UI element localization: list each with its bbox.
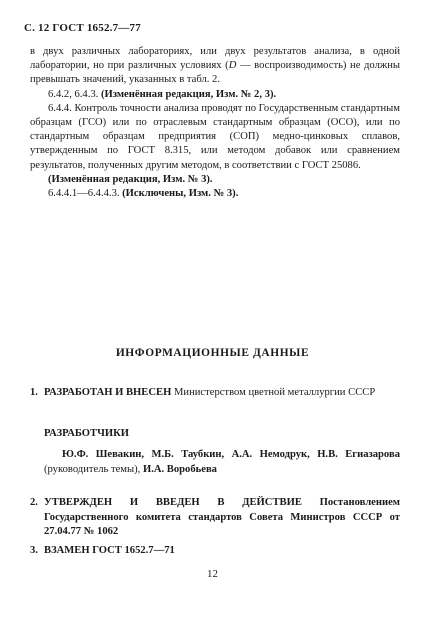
clause-6-4-4: 6.4.4. Контроль точности анализа проводят по Государственным стандартным образцам (ГСО) или по отраслевым стандартным образцам (ОСО), или по стандартным образцам предприятия (СОП) медно-цинковых сплавов, утвержденным по ГОСТ 8.315, или методом добавок или сравнением результатов, полученных другим методом, в соответствии с ГОСТ 25086. (30, 102, 401, 171)
info-item-2: 2. УТВЕРЖДЕН И ВВЕДЕН В ДЕЙСТВИЕ Постановлением Государственного комитета стандартов Совета Министров СССР от 27.04.77 № 1062 (30, 497, 400, 537)
page-number: 12 (207, 568, 218, 580)
continued-paragraph: в двух различных лабораториях, или двух результатов анализа, в одной лаборатории, но при различных условиях (D — воспроизводимость) не должны превышать значений, указанных в табл. 2. (30, 46, 400, 86)
d-symbol: D (228, 60, 237, 72)
edit-note-3: (Изменённая редакция, Изм. № 3). (48, 173, 213, 185)
clause-6-4-2: 6.4.2, 6.4.3. (Изменённая редакция, Изм. № 2, 3). (48, 88, 277, 100)
info-item-1: 1. РАЗРАБОТАН И ВНЕСЕН Министерством цветной металлургии СССР (30, 387, 376, 398)
section-6-4-text (30, 45, 400, 201)
info-item-3: 3. ВЗАМЕН ГОСТ 1652.7—71 (30, 545, 175, 556)
clause-6-4-4-1: 6.4.4.1—6.4.4.3. (Исключены, Изм. № 3). (48, 188, 239, 200)
info-data-title: ИНФОРМАЦИОННЫЕ ДАННЫЕ (115, 347, 310, 359)
page-header: С. 12 ГОСТ 1652.7—77 (24, 22, 141, 34)
developers-heading: РАЗРАБОТЧИКИ (44, 428, 130, 439)
developers-list: Ю.Ф. Шевакин, М.Б. Таубкин, А.А. Немодрук, Н.В. Егиазарова (руководитель темы), И.А. Воробьева (44, 449, 400, 475)
